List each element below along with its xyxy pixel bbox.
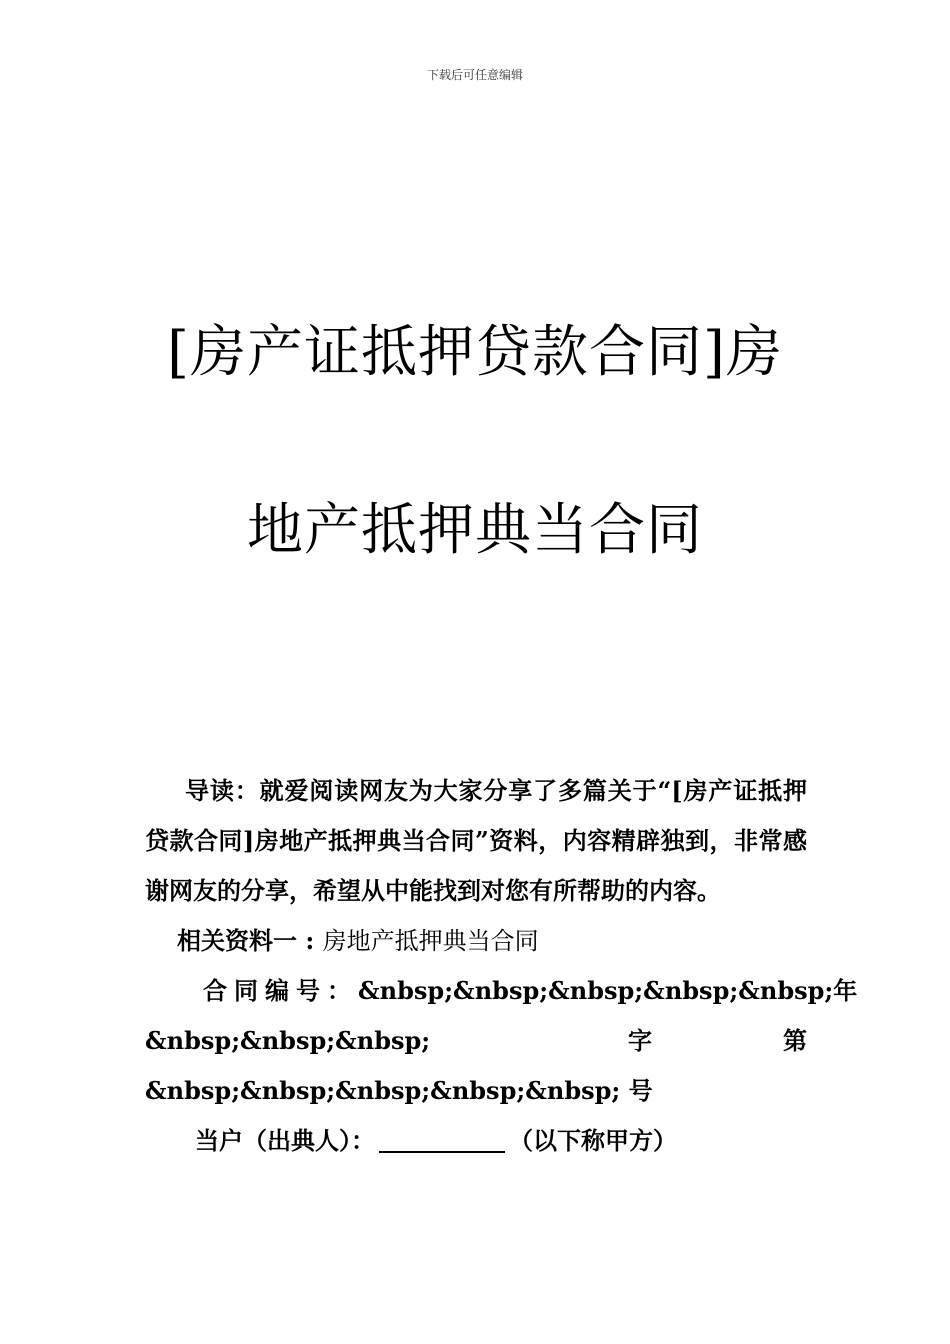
contract-year-char: 年 [833, 976, 858, 1005]
party-a-blank [379, 1125, 505, 1153]
party-a-label: 当户（出典人）： [195, 1126, 375, 1155]
contract-number-row-2 [145, 1016, 807, 1066]
document-title-line-2: 地产抵押典当合同 [247, 498, 703, 563]
contract-chars-group [628, 1016, 807, 1066]
document-title-line-1: [房产证抵押贷款合同]房 [167, 320, 783, 385]
contract-number-label: 合同编号： [203, 976, 358, 1005]
contract-number-row-1 [145, 966, 858, 1016]
related-label: 相关资料一 : [177, 926, 323, 955]
related-title: 房地产抵押典当合同 [322, 927, 539, 955]
intro-paragraph: 导读：就爱阅读网友为大家分享了多篇关于“[房产证抵押贷款合同]房地产抵押典当合同”资料，内容精辟独到，非常感谢网友的分享，希望从中能找到对您有所帮助的内容。 [145, 776, 807, 905]
party-a-line [145, 1116, 807, 1166]
contract-number-part3: &nbsp;&nbsp;&nbsp;&nbsp;&nbsp; [145, 1076, 621, 1105]
document-body [145, 766, 858, 1166]
party-a-suffix: （以下称甲方） [509, 1126, 677, 1155]
contract-number-group [203, 966, 833, 1016]
contract-hao-char: 号 [628, 1076, 653, 1105]
contract-number-row-3 [145, 1066, 807, 1116]
header-note: 下载后可任意编辑 [426, 68, 523, 82]
related-material-line [145, 916, 807, 966]
contract-zi-char: 字 [628, 1026, 652, 1055]
contract-number-part2: &nbsp;&nbsp;&nbsp; [145, 1026, 431, 1055]
contract-di-char: 第 [783, 1026, 807, 1055]
contract-number-part1: &nbsp;&nbsp;&nbsp;&nbsp;&nbsp; [358, 976, 834, 1005]
